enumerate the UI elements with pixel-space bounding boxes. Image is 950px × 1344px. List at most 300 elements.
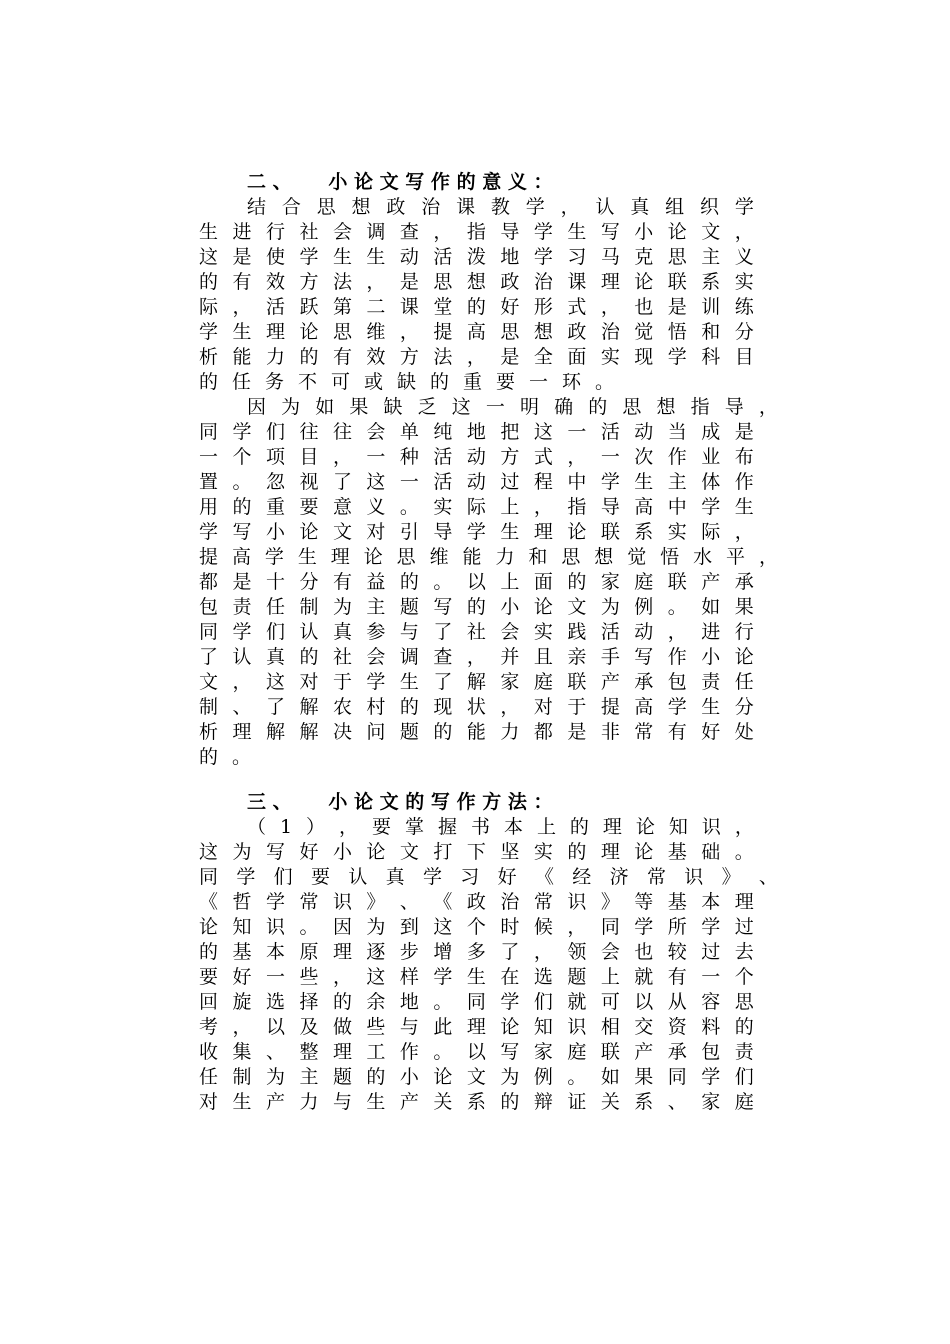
text-char: 联 — [600, 1041, 620, 1063]
text-char: 过 — [701, 941, 721, 963]
text-char: 制 — [299, 596, 319, 618]
text-char: 高 — [231, 546, 251, 568]
text-char: 的 — [232, 496, 252, 518]
text-char: 去 — [734, 941, 754, 963]
text-char: 论 — [299, 521, 319, 543]
text-char: 识 — [701, 816, 721, 838]
text-char: 过 — [500, 471, 520, 493]
text-line — [199, 840, 754, 865]
text-char: 如 — [600, 1066, 620, 1088]
text-char: 村 — [366, 696, 386, 718]
text-char: 学 — [466, 521, 486, 543]
text-char: ， — [758, 396, 778, 418]
text-char: 为 — [366, 916, 386, 938]
text-char: 旋 — [232, 991, 252, 1013]
text-char: 解 — [466, 671, 486, 693]
text-char: 与 — [399, 621, 419, 643]
text-char: 查 — [433, 646, 453, 668]
text-char: 导 — [724, 396, 744, 418]
text-char: 写 — [433, 596, 453, 618]
text-char: 结 — [247, 196, 267, 218]
text-char: 同 — [199, 866, 219, 888]
text-char: 的 — [734, 1016, 754, 1038]
text-char: 明 — [520, 396, 540, 418]
text-char: 社 — [466, 621, 486, 643]
text-char: 这 — [199, 246, 219, 268]
text-char: 的 — [588, 396, 608, 418]
text-char: 课 — [399, 296, 419, 318]
text-char: 参 — [366, 621, 386, 643]
text-char: 想 — [351, 196, 371, 218]
text-line — [199, 220, 754, 245]
text-char: 小 — [399, 1066, 419, 1088]
text-char: 实 — [600, 346, 620, 368]
text-char: 。 — [567, 1066, 587, 1088]
text-char: 治 — [533, 271, 553, 293]
text-line — [199, 570, 754, 595]
text-char: 了 — [199, 646, 219, 668]
text-char: 好 — [497, 866, 517, 888]
text-char: 如 — [701, 596, 721, 618]
text-char: 也 — [634, 941, 654, 963]
text-char: 效 — [265, 271, 285, 293]
text-char: 们 — [734, 1066, 754, 1088]
text-char: 料 — [701, 1016, 721, 1038]
text-line — [199, 445, 754, 470]
text-char: 常 — [299, 891, 319, 913]
text-char: 生 — [500, 521, 520, 543]
text-char: 问 — [366, 721, 386, 743]
text-char: 一 — [567, 421, 587, 443]
text-char: 动 — [466, 471, 486, 493]
text-char: 社 — [332, 646, 352, 668]
text-char: 认 — [232, 646, 252, 668]
text-char: 领 — [567, 941, 587, 963]
text-char: 认 — [348, 866, 368, 888]
text-char: 析 — [199, 721, 219, 743]
text-char: 要 — [310, 866, 330, 888]
text-char: 任 — [265, 596, 285, 618]
text-char: 学 — [600, 471, 620, 493]
text-char: 泼 — [466, 246, 486, 268]
text-char: 为 — [332, 596, 352, 618]
text-char: 能 — [232, 346, 252, 368]
text-char: 个 — [466, 916, 486, 938]
text-char: 跃 — [299, 296, 319, 318]
text-char: 选 — [533, 966, 553, 988]
text-char: 些 — [366, 1016, 386, 1038]
text-char: 分 — [734, 696, 754, 718]
text-char: 为 — [281, 396, 301, 418]
text-char: 常 — [533, 891, 553, 913]
text-line — [199, 595, 754, 620]
text-line — [199, 670, 754, 695]
text-char: 作 — [667, 646, 687, 668]
text-char: 联 — [667, 571, 687, 593]
text-char: 论 — [366, 841, 386, 863]
text-char: 及 — [299, 1016, 319, 1038]
text-char: 且 — [533, 646, 553, 668]
text-char: 上 — [600, 966, 620, 988]
text-char: 题 — [332, 1066, 352, 1088]
text-char: 小 — [634, 221, 654, 243]
text-char: 式 — [567, 296, 587, 318]
section-2-paragraph-2 — [199, 395, 778, 770]
text-char: 果 — [734, 596, 754, 618]
text-char: 。 — [433, 991, 453, 1013]
text-char: ， — [332, 966, 352, 988]
text-char: 一 — [485, 396, 505, 418]
text-char: 小 — [500, 596, 520, 618]
text-char: 的 — [567, 841, 587, 863]
text-char: 。 — [433, 571, 453, 593]
text-char: 增 — [433, 941, 453, 963]
text-char: 例 — [533, 1066, 553, 1088]
text-line — [199, 420, 754, 445]
text-char: 是 — [567, 721, 587, 743]
text-char: 手 — [600, 646, 620, 668]
text-char: 意 — [332, 496, 352, 518]
text-line — [199, 865, 778, 890]
text-char: 《 — [433, 891, 453, 913]
text-char: 学 — [500, 991, 520, 1013]
text-char: 导 — [500, 221, 520, 243]
text-char: 论 — [634, 841, 654, 863]
text-char: 科 — [701, 346, 721, 368]
text-char: 学 — [265, 891, 285, 913]
text-char: 生 — [232, 321, 252, 343]
text-char: 。 — [667, 596, 687, 618]
text-char: 生 — [199, 221, 219, 243]
text-char: 真 — [385, 866, 405, 888]
text-line — [199, 495, 754, 520]
text-char: 、 — [399, 891, 419, 913]
text-char: 生 — [399, 671, 419, 693]
text-line: 的任务不可或缺的重要一环。 — [199, 371, 629, 393]
text-char: 生 — [366, 1091, 386, 1113]
text-char: 资 — [667, 1016, 687, 1038]
text-char: 《 — [199, 891, 219, 913]
text-char: 的 — [199, 941, 219, 963]
text-char: 会 — [366, 421, 386, 443]
text-char: 目 — [734, 346, 754, 368]
text-char: 思 — [667, 246, 687, 268]
text-char: 实 — [533, 841, 553, 863]
section-2 — [199, 170, 778, 770]
text-char: 指 — [466, 221, 486, 243]
text-char: 本 — [701, 891, 721, 913]
text-char: 选 — [265, 991, 285, 1013]
text-char: 式 — [533, 446, 553, 468]
text-char: 析 — [199, 346, 219, 368]
text-char: 上 — [536, 816, 556, 838]
text-char: 这 — [433, 916, 453, 938]
text-char: 解 — [299, 721, 319, 743]
text-char: 论 — [567, 521, 587, 543]
text-char: 系 — [634, 1091, 654, 1113]
text-char: 查 — [399, 221, 419, 243]
text-char: 产 — [399, 1091, 419, 1113]
text-char: 庭 — [734, 1091, 754, 1113]
text-char: 思 — [433, 271, 453, 293]
text-char: 并 — [500, 646, 520, 668]
text-line — [199, 965, 754, 990]
text-char: 中 — [567, 471, 587, 493]
text-char: ， — [533, 941, 553, 963]
section-2-paragraph-1 — [199, 195, 754, 395]
text-char: 际 — [199, 296, 219, 318]
text-char: 掌 — [405, 816, 425, 838]
section-3-heading-number: 三、 — [247, 791, 299, 813]
text-char: 因 — [247, 396, 267, 418]
text-line — [199, 520, 754, 545]
text-char: 是 — [667, 296, 687, 318]
text-char: 和 — [528, 546, 548, 568]
text-char: 主 — [299, 1066, 319, 1088]
text-char: 学 — [667, 696, 687, 718]
text-char: 一 — [701, 966, 721, 988]
text-char: 程 — [533, 471, 553, 493]
text-char: 目 — [299, 446, 319, 468]
text-char: 书 — [470, 816, 490, 838]
text-line: 的。 — [199, 746, 266, 768]
text-char: 好 — [500, 296, 520, 318]
text-char: ， — [734, 816, 754, 838]
text-char: 现 — [433, 696, 453, 718]
text-char: 纯 — [433, 421, 453, 443]
text-char: 克 — [634, 246, 654, 268]
section-3-heading-title: 小论文的写作方法： — [328, 791, 560, 813]
text-line — [199, 1090, 754, 1115]
text-char: 同 — [199, 421, 219, 443]
text-line — [199, 1040, 754, 1065]
text-char: 亲 — [567, 646, 587, 668]
text-char: 》 — [366, 891, 386, 913]
text-char: 农 — [332, 696, 352, 718]
text-char: ， — [600, 296, 620, 318]
text-char: 好 — [299, 841, 319, 863]
text-char: 识 — [265, 916, 285, 938]
text-char: 动 — [634, 621, 654, 643]
text-char: 会 — [366, 646, 386, 668]
text-char: 政 — [466, 891, 486, 913]
text-char: 方 — [399, 346, 419, 368]
text-char: 确 — [554, 396, 574, 418]
text-char: 。 — [734, 841, 754, 863]
text-char: 真 — [265, 646, 285, 668]
text-char: 基 — [667, 891, 687, 913]
text-char: 提 — [600, 696, 620, 718]
text-char: 的 — [466, 596, 486, 618]
text-char: 论 — [667, 221, 687, 243]
text-char: 了 — [433, 621, 453, 643]
text-char: 、 — [758, 866, 778, 888]
text-char: 认 — [299, 621, 319, 643]
text-line — [199, 345, 754, 370]
text-char: 都 — [199, 571, 219, 593]
text-char: 就 — [567, 991, 587, 1013]
text-char: 际 — [466, 496, 486, 518]
text-char: 合 — [281, 196, 301, 218]
text-char: 庭 — [533, 671, 553, 693]
text-char: 次 — [634, 446, 654, 468]
text-char: 责 — [734, 1041, 754, 1063]
text-char: 。 — [232, 471, 252, 493]
text-char: 十 — [265, 571, 285, 593]
text-char: 活 — [600, 621, 620, 643]
text-char: ， — [567, 916, 587, 938]
text-char: 课 — [567, 271, 587, 293]
text-char: 当 — [667, 421, 687, 443]
text-char: 一 — [199, 446, 219, 468]
text-char: 余 — [366, 991, 386, 1013]
text-char: 地 — [399, 991, 419, 1013]
text-char: 实 — [667, 521, 687, 543]
text-char: 识 — [567, 891, 587, 913]
text-char: 全 — [533, 346, 553, 368]
text-char: 状 — [466, 696, 486, 718]
text-char: ， — [567, 446, 587, 468]
text-char: 论 — [734, 646, 754, 668]
text-char: 为 — [232, 841, 252, 863]
text-char: 真 — [332, 621, 352, 643]
text-char: 上 — [500, 571, 520, 593]
text-char: 考 — [199, 1016, 219, 1038]
text-char: 学 — [299, 246, 319, 268]
text-char: 写 — [500, 1041, 520, 1063]
text-char: 要 — [372, 816, 392, 838]
text-char: 生 — [297, 546, 317, 568]
text-char: 有 — [232, 271, 252, 293]
text-char: ， — [232, 1016, 252, 1038]
text-char: 也 — [634, 296, 654, 318]
text-char: 引 — [399, 521, 419, 543]
text-char: ， — [734, 521, 754, 543]
text-char: 处 — [734, 721, 754, 743]
text-char: 调 — [366, 221, 386, 243]
text-char: 多 — [466, 941, 486, 963]
text-char: 组 — [665, 196, 685, 218]
text-char: 活 — [433, 446, 453, 468]
text-char: 为 — [500, 1066, 520, 1088]
text-char: 例 — [634, 596, 654, 618]
text-char: 了 — [332, 471, 352, 493]
text-char: 力 — [500, 721, 520, 743]
text-char: 础 — [701, 841, 721, 863]
text-line — [199, 815, 754, 840]
text-char: 交 — [634, 1016, 654, 1038]
text-char: 包 — [701, 1041, 721, 1063]
text-char: 以 — [466, 1041, 486, 1063]
text-char: 做 — [332, 1016, 352, 1038]
text-char: 制 — [199, 696, 219, 718]
text-char: 家 — [533, 1041, 553, 1063]
text-char: 习 — [567, 246, 587, 268]
text-char: （ — [247, 816, 267, 838]
text-char: 写 — [600, 221, 620, 243]
text-char: 有 — [332, 346, 352, 368]
text-char: 置 — [199, 471, 219, 493]
text-char: 治 — [421, 196, 441, 218]
text-line — [199, 940, 754, 965]
text-char: 关 — [600, 1091, 620, 1113]
text-char: 家 — [701, 1091, 721, 1113]
text-char: 好 — [232, 966, 252, 988]
text-char: 的 — [366, 1066, 386, 1088]
text-char: ， — [232, 296, 252, 318]
text-char: 学 — [236, 866, 256, 888]
text-char: 这 — [366, 471, 386, 493]
text-line — [199, 695, 754, 720]
text-char: 学 — [199, 521, 219, 543]
text-char: 的 — [433, 721, 453, 743]
text-char: 这 — [366, 966, 386, 988]
text-char: 果 — [349, 396, 369, 418]
text-char: 经 — [572, 866, 592, 888]
text-char: 包 — [199, 596, 219, 618]
text-char: 面 — [567, 346, 587, 368]
text-char: 于 — [332, 671, 352, 693]
text-char: 论 — [299, 321, 319, 343]
text-char: 。 — [399, 496, 419, 518]
text-line — [199, 295, 754, 320]
text-char: ， — [232, 671, 252, 693]
text-char: 从 — [667, 991, 687, 1013]
text-char: 维 — [429, 546, 449, 568]
text-char: 现 — [634, 346, 654, 368]
text-char: 单 — [399, 421, 419, 443]
text-char: 导 — [600, 496, 620, 518]
text-char: 生 — [734, 496, 754, 518]
text-char: 生 — [567, 221, 587, 243]
text-char: 解 — [299, 696, 319, 718]
text-char: 习 — [460, 866, 480, 888]
text-char: 练 — [734, 296, 754, 318]
text-char: 学 — [734, 196, 754, 218]
text-char: 行 — [265, 221, 285, 243]
text-char: 训 — [701, 296, 721, 318]
text-char: 与 — [399, 1016, 419, 1038]
text-char: 践 — [567, 621, 587, 643]
text-char: 会 — [500, 621, 520, 643]
text-char: 动 — [399, 246, 419, 268]
text-char: 文 — [332, 521, 352, 543]
text-char: 能 — [466, 721, 486, 743]
text-char: 联 — [600, 521, 620, 543]
text-char: 写 — [265, 841, 285, 863]
text-char: 产 — [600, 671, 620, 693]
text-char: 学 — [366, 671, 386, 693]
text-char: 任 — [199, 1066, 219, 1088]
text-char: 法 — [433, 346, 453, 368]
text-char: 社 — [299, 221, 319, 243]
text-char: 治 — [600, 321, 620, 343]
text-char: 》 — [600, 891, 620, 913]
text-char: 知 — [533, 1016, 553, 1038]
text-char: 候 — [533, 916, 553, 938]
text-char: 本 — [265, 941, 285, 963]
text-char: 想 — [533, 321, 553, 343]
text-char: 生 — [232, 1091, 252, 1113]
text-char: 重 — [265, 496, 285, 518]
text-char: 以 — [265, 1016, 285, 1038]
text-char: ， — [466, 646, 486, 668]
text-char: 种 — [399, 446, 419, 468]
text-char: 非 — [600, 721, 620, 743]
text-char: 第 — [332, 296, 352, 318]
text-char: 一 — [399, 471, 419, 493]
text-char: 知 — [668, 816, 688, 838]
